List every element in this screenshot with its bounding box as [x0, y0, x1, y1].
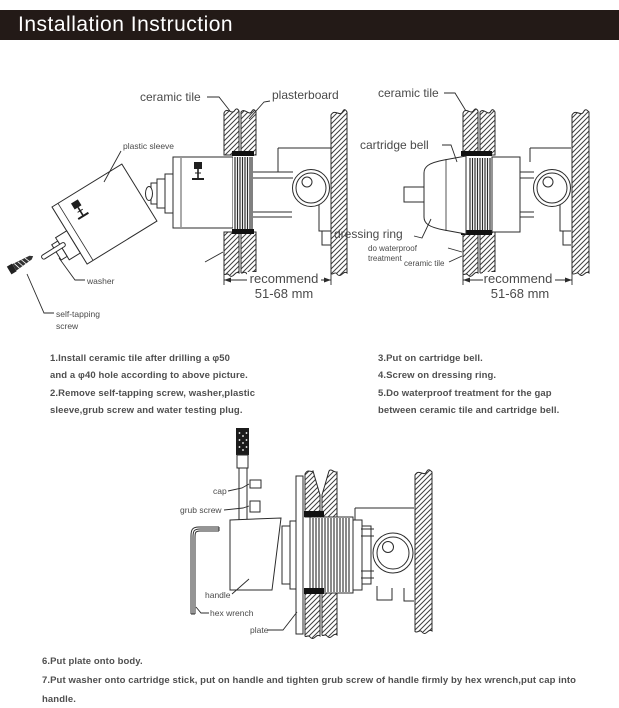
label-plastic-sleeve: plastic sleeve: [123, 141, 175, 151]
instructions-steps-6-7: [42, 652, 602, 708]
wall-back-strip-2: [572, 110, 589, 276]
instruction-line: 5.Do waterproof treatment for the gap: [378, 387, 552, 399]
outlet-bracket: [253, 148, 331, 245]
hex-wrench-part: [191, 527, 219, 614]
label-waterproof-2: treatment: [368, 254, 402, 263]
label-self-tapping-1: self-tapping: [56, 309, 100, 319]
valve-body-2: [492, 157, 520, 232]
label-washer: washer: [87, 276, 115, 286]
instruction-line: 7.Put washer onto cartridge stick, put on handle and tighten grub screw of handle firmly by hex wrench,put cap into handle.: [42, 675, 577, 705]
plate-part: [296, 476, 303, 634]
instruction-line: sleeve,grub screw and water testing plug.: [50, 405, 243, 417]
instruction-line: 2.Remove self-tapping screw, washer,plastic: [50, 387, 256, 399]
plastic-sleeve-box: [35, 164, 157, 275]
label-waterproof-1: do waterproof: [368, 244, 417, 253]
handle-part: [230, 518, 297, 590]
diagram-step6-7: [180, 428, 432, 639]
label-hex-wrench: hex wrench: [210, 608, 254, 618]
cap-part: [250, 480, 261, 488]
label-ceramic-tile-small: ceramic tile: [404, 259, 445, 268]
instruction-line: 1.Install ceramic tile after drilling a φ50: [50, 353, 231, 364]
label-plasterboard: plasterboard: [272, 88, 339, 102]
label-grub-screw: grub screw: [180, 505, 222, 515]
wall-pointer-line: [205, 252, 223, 262]
valve-body: [146, 157, 234, 228]
label-self-tapping-2: screw: [56, 321, 79, 331]
label-range-1: 51-68 mm: [254, 286, 314, 301]
instructions-steps-1-2: [50, 350, 350, 420]
wall-back-strip-3: [415, 470, 432, 634]
label-dressing-ring: dressing ring: [334, 227, 403, 241]
label-range-2: 51-68 mm: [490, 286, 550, 301]
valve-threads-3: [304, 511, 371, 594]
label-handle: handle: [205, 590, 231, 600]
label-cap: cap: [213, 486, 227, 496]
label-ceramic-tile-2: ceramic tile: [378, 86, 439, 100]
outlet-bracket-2: [520, 148, 571, 245]
instruction-line: 4.Screw on dressing ring.: [378, 370, 497, 382]
label-recommend-1: recommend: [249, 271, 319, 286]
wall-back-strip: [331, 110, 347, 276]
instruction-line: 3.Put on cartridge bell.: [378, 353, 483, 364]
cartridge-bell-part: [404, 156, 466, 234]
valve-threads: [232, 151, 254, 234]
diagram-step1-2: [7, 88, 347, 331]
page-title: Installation Instruction: [18, 13, 234, 36]
label-cartridge-bell: cartridge bell: [360, 138, 429, 152]
instruction-line: 6.Put plate onto body.: [42, 656, 143, 667]
instructions-steps-3-5: [378, 350, 598, 420]
grub-screw-part: [250, 501, 260, 512]
instruction-line: between ceramic tile and cartridge bell.: [378, 405, 560, 417]
label-ceramic-tile-1: ceramic tile: [140, 90, 201, 104]
label-plate: plate: [250, 625, 269, 635]
self-tapping-screw-part: [7, 252, 36, 274]
diagram-step3-5: [334, 86, 589, 301]
label-recommend-2: recommend: [483, 271, 553, 286]
instruction-line: and a φ40 hole according to above picture.: [50, 370, 248, 382]
